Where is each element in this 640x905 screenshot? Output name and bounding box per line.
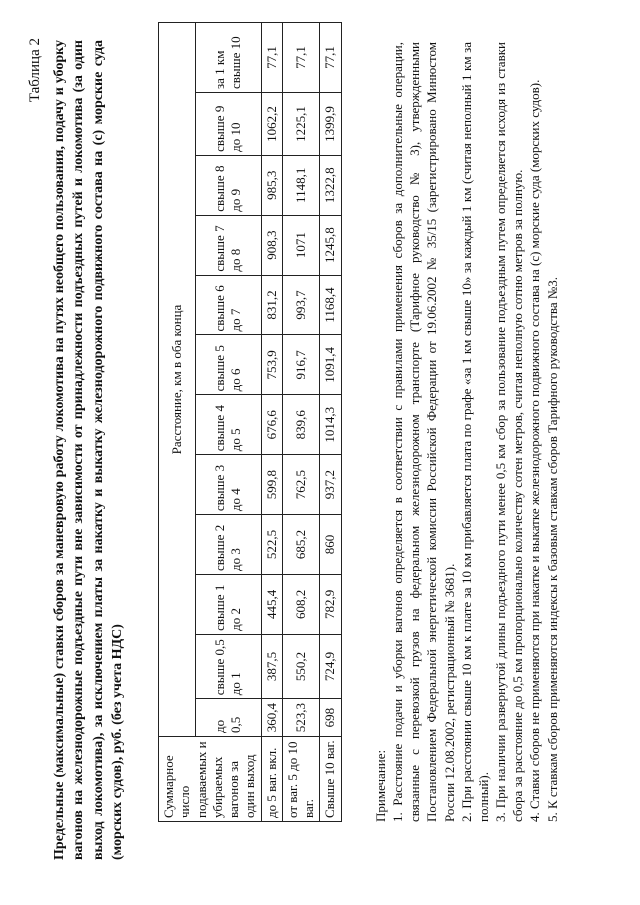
rate-cell: 1322,8 bbox=[320, 155, 341, 215]
rate-cell: 985,3 bbox=[261, 155, 282, 215]
column-header: свыше 5 до 6 bbox=[196, 335, 261, 395]
row-header: Суммарное число подаваемых и убираемых вагонов за один выход bbox=[159, 737, 262, 822]
rate-cell: 77,1 bbox=[261, 23, 282, 93]
rate-cell: 676,6 bbox=[261, 395, 282, 455]
document-heading: Предельные (максимальные) ставки сборов за маневровую работу локомотива на путях необщего пользования, подачу и уборку вагонов на железнодорожные подъездные пути вне зависимости от принадлежности подъездных путей и локомотива (за один выход локомотива), за исключением платы за накатку и выкатку железнодорожного подвижного состава на (с) морские суда (морских судов), руб. (без учета НДС) bbox=[52, 40, 125, 860]
column-header: свыше 3 до 4 bbox=[196, 455, 261, 515]
row-label: Свыше 10 ваг. bbox=[320, 737, 341, 822]
rate-cell: 860 bbox=[320, 515, 341, 575]
rate-cell: 387,5 bbox=[261, 634, 282, 698]
notes-title: Примечание: bbox=[373, 749, 388, 822]
rate-cell: 1091,4 bbox=[320, 335, 341, 395]
rate-cell: 1245,8 bbox=[320, 215, 341, 275]
row-label: до 5 ваг. вкл. bbox=[261, 737, 282, 822]
rate-cell: 608,2 bbox=[282, 574, 320, 634]
rate-cell: 77,1 bbox=[282, 23, 320, 93]
rate-cell: 685,2 bbox=[282, 515, 320, 575]
rate-cell: 1062,2 bbox=[261, 93, 282, 156]
rate-cell: 522,5 bbox=[261, 515, 282, 575]
row-label: от ваг. 5 до 10 ваг. bbox=[282, 737, 320, 822]
column-header: свыше 6 до 7 bbox=[196, 275, 261, 335]
rate-cell: 753,9 bbox=[261, 335, 282, 395]
table-label: Таблица 2 bbox=[27, 38, 43, 103]
rate-cell: 1399,9 bbox=[320, 93, 341, 156]
table-row bbox=[282, 23, 320, 822]
rate-cell: 1071 bbox=[282, 215, 320, 275]
note-item: 2. При расстоянии свыше 10 км к плате за 10 км прибавляется плата по графе «за 1 км свыше 10» за каждый 1 км (считая неполный 1 км за полный). bbox=[458, 42, 491, 822]
rate-cell: 1168,4 bbox=[320, 275, 341, 335]
column-header: свыше 0,5 до 1 bbox=[196, 634, 261, 698]
column-header: за 1 км свыше 10 bbox=[196, 23, 261, 93]
table-row bbox=[320, 23, 341, 822]
rates-table bbox=[158, 22, 342, 822]
rates-body bbox=[261, 23, 341, 822]
rate-cell: 445,4 bbox=[261, 574, 282, 634]
column-header: свыше 2 до 3 bbox=[196, 515, 261, 575]
rate-cell: 831,2 bbox=[261, 275, 282, 335]
column-header: свыше 4 до 5 bbox=[196, 395, 261, 455]
notes-section bbox=[372, 42, 561, 822]
column-header-row bbox=[196, 23, 261, 822]
rate-cell: 698 bbox=[320, 699, 341, 737]
rate-cell: 937,2 bbox=[320, 455, 341, 515]
note-item: 4. Ставки сборов не применяются при накатке и выкатке железнодорожного подвижного состава на (с) морские суда (морских судов). bbox=[527, 79, 543, 822]
column-header: свыше 1 до 2 bbox=[196, 574, 261, 634]
rate-cell: 1148,1 bbox=[282, 155, 320, 215]
distance-header: Расстояние, км в оба конца bbox=[159, 23, 196, 737]
rate-cell: 782,9 bbox=[320, 574, 341, 634]
column-header: свыше 8 до 9 bbox=[196, 155, 261, 215]
rate-cell: 1225,1 bbox=[282, 93, 320, 156]
column-header: свыше 7 до 8 bbox=[196, 215, 261, 275]
column-header: до 0,5 bbox=[196, 699, 261, 737]
note-item: 3. При наличии развернутой длины подъездного пути менее 0,5 км сбор за пользование подъездным путем определяется исходя из ставки сбора за расстояние до 0,5 км пропорционально количеству сотен метров, считая неполную сотню метров за полную. bbox=[493, 42, 526, 822]
rate-cell: 1014,3 bbox=[320, 395, 341, 455]
table-row bbox=[261, 23, 282, 822]
rate-cell: 993,7 bbox=[282, 275, 320, 335]
rate-cell: 77,1 bbox=[320, 23, 341, 93]
rate-cell: 523,3 bbox=[282, 699, 320, 737]
rate-cell: 550,2 bbox=[282, 634, 320, 698]
document-page bbox=[20, 22, 620, 882]
note-item: 1. Расстояние подачи и уборки вагонов определяется в соответствии с правилами применения сборов за дополнительные операции, связанные с перевозкой грузов на федеральном железнодорожном транспорте (Тарифное руководство № 3), утвержденными Постановлением Федеральной энергетической комиссии Российской Федерации от 19.06.2002 № 35/15 (зарегистрировано Минюстом России 12.08.2002, регистрационный № 3681). bbox=[390, 42, 457, 822]
notes-list bbox=[389, 42, 561, 822]
rate-cell: 599,8 bbox=[261, 455, 282, 515]
note-item: 5. К ставкам сборов применяются индексы к базовым ставкам сборов Тарифного руководства №3. bbox=[544, 276, 560, 822]
rate-cell: 360,4 bbox=[261, 699, 282, 737]
rate-cell: 724,9 bbox=[320, 634, 341, 698]
rate-cell: 762,5 bbox=[282, 455, 320, 515]
rate-cell: 839,6 bbox=[282, 395, 320, 455]
rate-cell: 916,7 bbox=[282, 335, 320, 395]
column-header: свыше 9 до 10 bbox=[196, 93, 261, 156]
rate-cell: 908,3 bbox=[261, 215, 282, 275]
